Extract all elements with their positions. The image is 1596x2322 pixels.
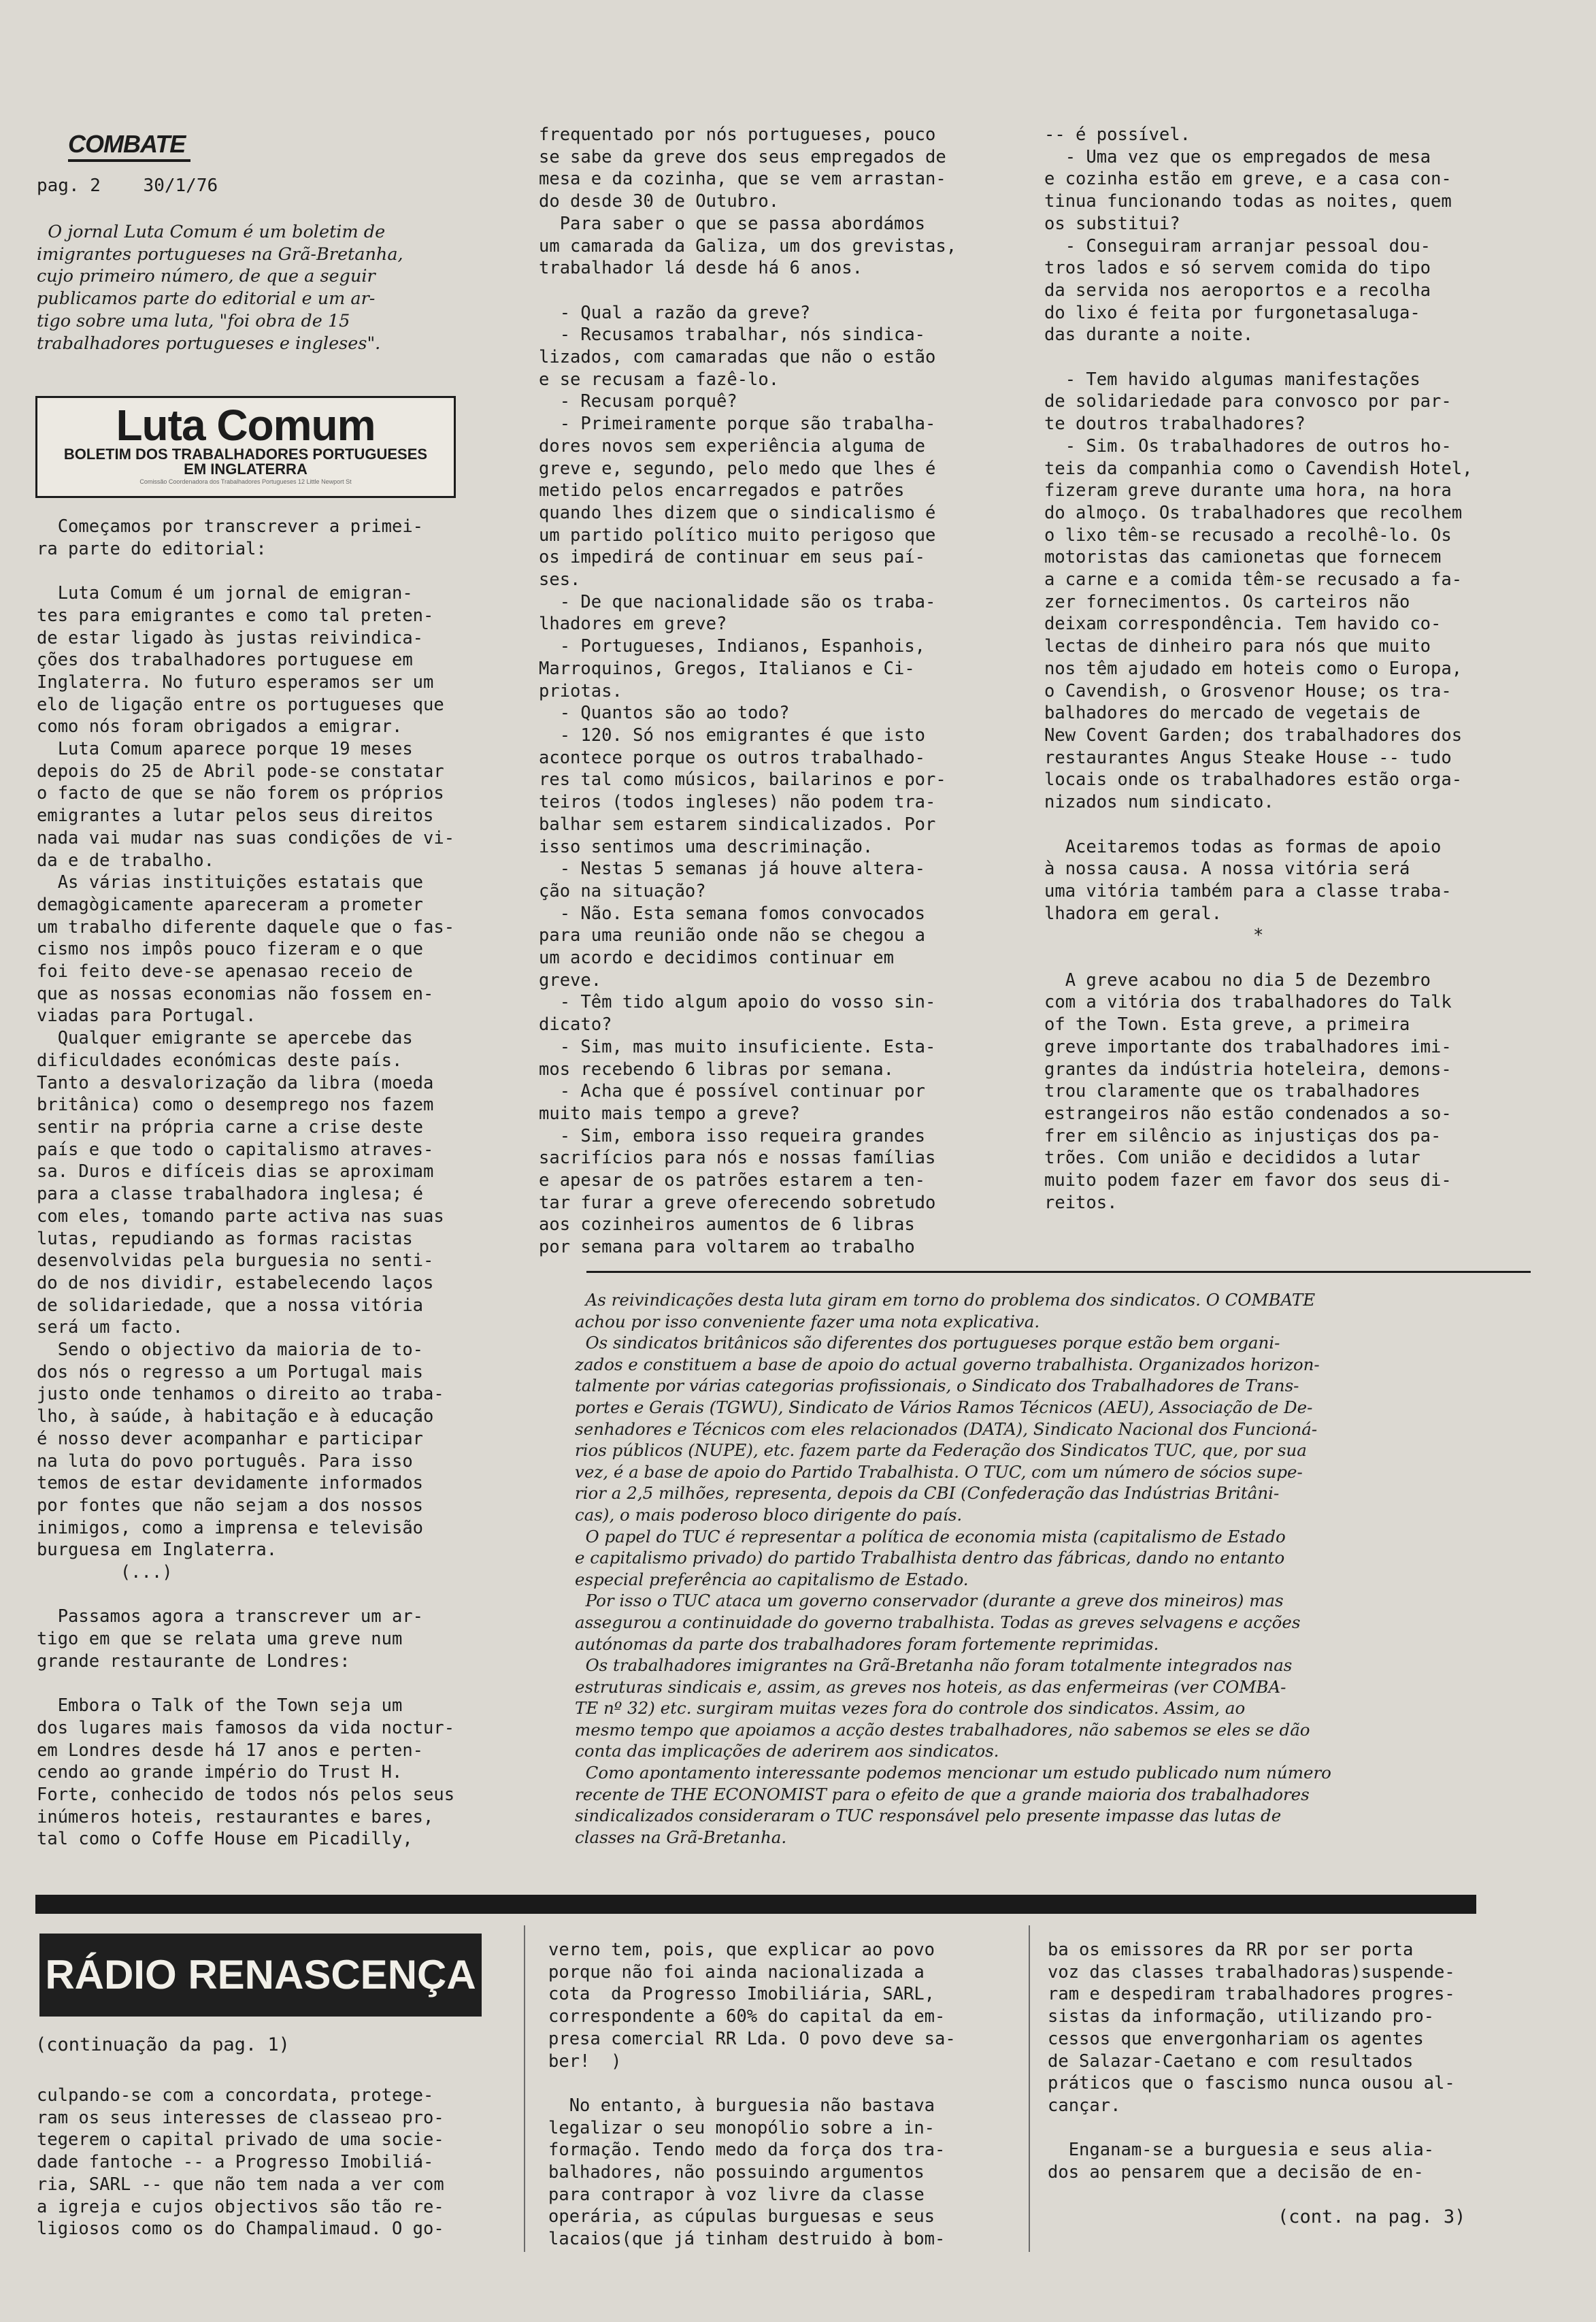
text-line: senhadores e Técnicos com eles relacionados (DATA), Sindicato Nacional dos Funcioná-	[575, 1419, 1318, 1439]
text-line: - Acha que é possível continuar por	[539, 1081, 926, 1102]
radio-renascenca-heading: RÁDIO RENASCENÇA	[39, 1934, 482, 2017]
text-line: burguesa em Inglaterra.	[37, 1540, 278, 1561]
text-line	[37, 1584, 479, 1606]
issue-date: 30/1/76	[143, 176, 218, 196]
text-line: Embora o Talk of the Town seja um	[37, 1695, 403, 1716]
text-line: nos têm ajudado em hoteis como o Europa,	[1044, 658, 1463, 679]
text-line: dificuldades económicas deste país.	[37, 1050, 403, 1071]
section-divider-bar	[35, 1895, 1476, 1914]
text-line: metido pelos encarregados e patrões	[539, 480, 905, 501]
text-line: do desde 30 de Outubro.	[539, 191, 780, 212]
text-line	[1048, 2117, 1510, 2140]
text-line: da e de trabalho.	[37, 850, 214, 871]
text-line: sa. Duros e difíceis dias se aproximam	[37, 1161, 434, 1182]
text-line: rios públicos (NUPE), etc. fazem parte da Federação dos Sindicatos TUC, que, por sua	[575, 1440, 1307, 1461]
radio-column-2	[548, 1939, 1011, 2251]
continuation-to-label: (cont. na pag. 3)	[1278, 2206, 1466, 2227]
text-line: britânica) como o desemprego nos fazem	[37, 1095, 434, 1116]
text-line: of the Town. Esta greve, a primeira	[1044, 1014, 1410, 1035]
text-line: reitos.	[1044, 1192, 1118, 1213]
text-line: sindicalizados consideraram o TUC responsável pelo presente impasse das lutas de	[575, 1806, 1282, 1826]
text-line: restaurantes Angus Steake House -- tudo	[1044, 747, 1452, 768]
text-line: classes na Grã-Bretanha.	[575, 1827, 787, 1847]
column-1-intro	[37, 221, 479, 354]
text-line: - De que nacionalidade são os traba-	[539, 591, 936, 612]
text-line: lutas, repudiando as formas racistas	[37, 1228, 413, 1249]
text-line: dicato?	[539, 1014, 612, 1035]
radio-column-1	[37, 2085, 513, 2240]
text-line: tinua funcionando todas as noites, quem	[1044, 191, 1452, 212]
continuation-from-label: (continuação da pag. 1)	[35, 2034, 290, 2055]
text-line: - Sim. Os trabalhadores de outros ho-	[1044, 435, 1452, 457]
luta-comum-logo-box	[35, 396, 456, 498]
text-line: do almoço. Os trabalhadores que recolhem	[1044, 502, 1463, 523]
text-line: com a vitória dos trabalhadores do Talk	[1044, 992, 1452, 1013]
text-line: nada vai mudar nas suas condições de vi-	[37, 827, 455, 848]
text-line: e capitalismo privado) do partido Trabalhista dentro das fábricas, dando no entanto	[575, 1548, 1285, 1568]
text-line: motoristas das camionetas que fornecem	[1044, 547, 1442, 568]
text-line	[1044, 947, 1520, 969]
text-line: zados e constituem a base de apoio do actual governo trabalhista. Organizados horizon-	[575, 1354, 1320, 1374]
text-line: tigo em que se relata uma greve num	[37, 1629, 403, 1650]
text-line: ram os seus interesses de classeao pro-	[37, 2107, 444, 2128]
text-line: As várias instituições estatais que	[37, 872, 424, 893]
text-line: e se recusam a fazê-lo.	[539, 369, 780, 390]
text-line: acontece porque os outros trabalhado-	[539, 747, 926, 768]
text-line: um trabalho diferente daquele que o fas-	[37, 916, 455, 938]
text-line: um partido político muito perigoso que	[539, 525, 936, 546]
text-line: formação. Tendo medo da força dos tra-	[548, 2140, 946, 2161]
column-1-body	[37, 516, 479, 1851]
text-line: greve.	[539, 969, 602, 991]
text-line: sentir na própria carne a crise deste	[37, 1116, 424, 1138]
text-line	[37, 1673, 479, 1695]
text-line: balhadores, não possuindo argumentos	[548, 2162, 925, 2183]
text-line: ligiosos como os do Champalimaud. O go-	[37, 2219, 444, 2240]
text-line: lho, à saúde, à habitação e à educação	[37, 1406, 434, 1427]
text-line: - Recusamos trabalhar, nós sindica-	[539, 325, 926, 346]
text-line: será um facto.	[37, 1317, 183, 1338]
text-line: - Têm tido algum apoio do vosso sin-	[539, 992, 936, 1013]
text-line: presa comercial RR Lda. O povo deve sa-	[548, 2028, 956, 2049]
text-line: - Tem havido algumas manifestações	[1044, 369, 1420, 390]
text-line: voz das classes trabalhadoras)suspende-	[1048, 1961, 1455, 1983]
text-line: inimigos, como a imprensa e televisão	[37, 1517, 424, 1538]
text-line: trabalhadores portugueses e ingleses".	[37, 333, 381, 354]
text-line: - Qual a razão da greve?	[539, 302, 811, 323]
text-line: portes e Gerais (TGWU), Sindicato de Vários Ramos Técnicos (AEU), Associação de De-	[575, 1397, 1313, 1417]
page-number: pag. 2	[37, 176, 101, 196]
text-line: emigrantes a lutar pelos seus direitos	[37, 806, 434, 827]
text-line: - Sim, embora isso requeira grandes	[539, 1125, 926, 1146]
page-date-line	[37, 176, 218, 196]
text-line: estruturas sindicais e, assim, as greves nos hoteis, as das enfermeiras (ver COMBA-	[575, 1676, 1286, 1697]
text-line: por semana para voltarem ao trabalho	[539, 1237, 915, 1258]
text-line: Inglaterra. No futuro esperamos ser um	[37, 671, 434, 693]
text-line: operária, as cúpulas burguesas e seus	[548, 2206, 935, 2227]
text-line: frer em silêncio as injustiças dos pa-	[1044, 1125, 1442, 1146]
text-line: ra parte do editorial:	[37, 538, 267, 559]
text-line: imigrantes portugueses na Grã-Bretanha,	[37, 244, 403, 265]
text-line: a igreja e cujos objectivos são tão re-	[37, 2196, 444, 2217]
text-line: quando lhes dizem que o sindicalismo é	[539, 502, 936, 523]
editorial-note	[575, 1289, 1486, 1848]
text-line: cismo nos impôs pouco fizeram e o que	[37, 939, 424, 960]
text-line: ses.	[539, 569, 581, 591]
text-line: Os trabalhadores imigrantes na Grã-Bretanha não foram totalmente integrados nas	[575, 1655, 1293, 1676]
text-line: deixam correspondência. Tem havido co-	[1044, 614, 1442, 635]
text-line: No entanto, à burguesia não bastava	[548, 2095, 935, 2116]
text-line: - Sim, mas muito insuficiente. Esta-	[539, 1036, 936, 1057]
text-line: Os sindicatos britânicos são diferentes dos portugueses porque estão bem organi-	[575, 1333, 1280, 1353]
text-line: Enganam-se a burguesia e seus alia-	[1048, 2140, 1435, 2161]
text-line: ber! )	[548, 2051, 622, 2072]
text-line: mos recebendo 6 libras por semana.	[539, 1059, 894, 1080]
text-line: *	[1044, 925, 1264, 946]
text-line: elo de ligação entre os portugueses que	[37, 694, 444, 715]
text-line: um camarada da Galiza, um dos grevistas,	[539, 235, 957, 256]
column-3-body	[1044, 124, 1520, 1214]
text-line: Para saber o que se passa abordámos	[539, 213, 926, 234]
text-line: cendo ao grande império do Trust H.	[37, 1762, 403, 1783]
text-line: grantes da indústria hoteleira, demons-	[1044, 1059, 1452, 1080]
text-line: cota da Progresso Imobiliária, SARL,	[548, 1984, 935, 2005]
text-line: os impedirá de continuar em seus paí-	[539, 547, 926, 568]
text-line: zer fornecimentos. Os carteiros não	[1044, 591, 1410, 612]
text-line: justo onde tenhamos o direito ao traba-	[37, 1384, 444, 1405]
text-line: à nossa causa. A nossa vitória será	[1044, 859, 1410, 880]
masthead: COMBATE	[68, 129, 190, 162]
text-line: dos lugares mais famosos da vida noctur-	[37, 1717, 455, 1738]
text-line: -- é possível.	[1044, 125, 1191, 145]
text-line: o lixo têm-se recusado a recolhê-lo. Os	[1044, 525, 1452, 546]
text-line: das durante a noite.	[1044, 325, 1254, 346]
text-line: para a classe trabalhadora inglesa; é	[37, 1184, 424, 1205]
text-line: - Primeiramente porque são trabalha-	[539, 414, 936, 435]
text-line: greve e, segundo, pelo medo que lhes é	[539, 458, 936, 479]
text-line: Começamos por transcrever a primei-	[37, 516, 424, 537]
text-line: dade fantoche -- a Progresso Imobiliá-	[37, 2152, 434, 2173]
text-line: dos nós o regresso a um Portugal mais	[37, 1361, 424, 1382]
luta-comum-subtitle: BOLETIM DOS TRABALHADORES PORTUGUESES	[63, 446, 428, 463]
text-line: New Covent Garden; dos trabalhadores dos	[1044, 725, 1463, 746]
text-line: Marroquinos, Gregos, Italianos e Ci-	[539, 658, 915, 679]
text-line: tar furar a greve oferecendo sobretudo	[539, 1192, 936, 1213]
text-line: assegurou a continuidade do governo trabalhista. Todas as greves selvagens e acções	[575, 1612, 1301, 1632]
text-line: inúmeros hoteis, restaurantes e bares,	[37, 1806, 434, 1827]
text-line: cançar.	[1048, 2095, 1121, 2116]
text-line: - Quantos são ao todo?	[539, 703, 790, 724]
text-line: Forte, conhecido de todos nós pelos seus	[37, 1785, 455, 1806]
text-line: lizados, com camaradas que não o estão	[539, 347, 936, 368]
text-line	[539, 280, 1008, 302]
text-line	[1044, 346, 1520, 369]
text-line: vez, é a base de apoio do Partido Trabalhista. O TUC, com um número de sócios supe-	[575, 1461, 1303, 1482]
text-line: mesmo tempo que apoiamos a acção destes trabalhadores, não sabemos se eles se dão	[575, 1719, 1310, 1740]
text-line: uma vitória também para a classe traba-	[1044, 880, 1452, 901]
text-line: conta das implicações de aderirem aos sindicatos.	[575, 1741, 999, 1761]
text-line: Tanto a desvalorização da libra (moeda	[37, 1072, 434, 1093]
text-line: do lixo é feita por furgonetasaluga-	[1044, 302, 1420, 323]
text-line: sistas da informação, utilizando pro-	[1048, 2006, 1435, 2027]
text-line: ria, SARL -- que não tem nada a ver com	[37, 2174, 444, 2195]
text-line: correspondente a 60% do capital da em-	[548, 2006, 946, 2027]
text-line: teis da companhia como o Cavendish Hotel,	[1044, 458, 1473, 479]
text-line: - Portugueses, Indianos, Espanhois,	[539, 636, 926, 657]
text-line: muito mais tempo a greve?	[539, 1103, 800, 1124]
text-line: mesa e da cozinha, que se vem arrastan-	[539, 169, 946, 190]
text-line: achou por isso conveniente fazer uma nota explicativa.	[575, 1311, 1040, 1331]
text-line: TE nº 32) etc. surgiram muitas vezes fora do controle dos sindicatos. Assim, ao	[575, 1698, 1246, 1719]
text-line: grande restaurante de Londres:	[37, 1651, 350, 1672]
text-line: demagògicamente apareceram a prometer	[37, 894, 424, 915]
text-line: para uma reunião onde não se chegou a	[539, 925, 926, 946]
text-line: de solidariedade, que a nossa vitória	[37, 1295, 424, 1316]
text-line: autónomas da parte dos trabalhadores foram fortemente reprimidas.	[575, 1633, 1159, 1654]
text-line: - Não. Esta semana fomos convocados	[539, 903, 926, 924]
text-line: Passamos agora a transcrever um ar-	[37, 1606, 424, 1627]
text-line: e cozinha estão em greve, e a casa con-	[1044, 169, 1452, 190]
text-line: tal como o Coffe House em Picadilly,	[37, 1829, 413, 1850]
text-line: o facto de que se não forem os próprios	[37, 783, 444, 804]
text-line: que as nossas economias não fossem en-	[37, 983, 434, 1004]
text-line: como nós foram obrigados a emigrar.	[37, 716, 403, 737]
text-line: culpando-se com a concordata, protege-	[37, 2085, 434, 2106]
column-rule	[524, 1925, 525, 2252]
text-line: cessos que envergonhariam os agentes	[1048, 2028, 1424, 2049]
text-line: especial preferência ao capitalismo de Estado.	[575, 1569, 969, 1589]
text-line: (...)	[37, 1562, 173, 1583]
text-line: práticos que o fascismo nunca ousou al-	[1048, 2073, 1455, 2094]
text-line: frequentado por nós portugueses, pouco	[539, 125, 936, 145]
text-line: Por isso o TUC ataca um governo conservador (durante a greve dos mineiros) mas	[575, 1591, 1284, 1611]
radio-column-3	[1048, 1939, 1510, 2184]
text-line: foi feito deve-se apenasao receio de	[37, 961, 413, 982]
text-line: lectas de dinheiro para nós que muito	[1044, 636, 1431, 657]
text-line: desenvolvidas pela burguesia no senti-	[37, 1250, 434, 1272]
text-line: O jornal Luta Comum é um boletim de	[37, 222, 386, 242]
text-line: - 120. Só nos emigrantes é que isto	[539, 725, 926, 746]
text-line: - Conseguiram arranjar pessoal dou-	[1044, 235, 1431, 256]
text-line: locais onde os trabalhadores estão orga-	[1044, 769, 1463, 791]
text-line: de estar ligado às justas reivindica-	[37, 627, 424, 648]
text-line: trabalhador lá desde há 6 anos.	[539, 258, 863, 279]
text-line: isso sentimos uma descriminação.	[539, 836, 874, 857]
text-line: nizados num sindicato.	[1044, 792, 1274, 813]
text-line: ção na situação?	[539, 880, 706, 901]
text-line: A greve acabou no dia 5 de Dezembro	[1044, 969, 1431, 991]
text-line: aos cozinheiros aumentos de 6 libras	[539, 1214, 915, 1235]
text-line: trões. Com união e decididos a lutar	[1044, 1148, 1420, 1169]
text-line: recente de THE ECONOMIST para o efeito de que a grande maioria dos trabalhadores	[575, 1784, 1310, 1804]
text-line: cujo primeiro número, de que a seguir	[37, 266, 376, 287]
text-line: dos ao pensarem que a decisão de en-	[1048, 2162, 1424, 2183]
text-line: e apesar de os patrões estarem a ten-	[539, 1170, 926, 1191]
text-line: - Recusam porquê?	[539, 391, 737, 412]
text-line: - Nestas 5 semanas já houve altera-	[539, 859, 926, 880]
text-line: lacaios(que já tinham destruido à bom-	[548, 2229, 946, 2250]
text-line: tegerem o capital privado de uma socie-	[37, 2129, 444, 2151]
luta-comum-subtitle-2: EM INGLATERRA	[184, 461, 307, 478]
text-line: balhadores do mercado de vegetais de	[1044, 703, 1420, 724]
text-line: tros lados e só servem comida do tipo	[1044, 258, 1431, 279]
text-line: ções dos trabalhadores portuguese em	[37, 650, 413, 671]
text-line: lhadores em greve?	[539, 614, 727, 635]
text-line: muito podem fazer em favor dos seus di-	[1044, 1170, 1452, 1191]
text-line: greve importante dos trabalhadores imi-	[1044, 1036, 1452, 1057]
text-line: país e que todo o capitalismo atraves-	[37, 1139, 434, 1160]
text-line: de Salazar-Caetano e com resultados	[1048, 2051, 1414, 2072]
text-line: Como apontamento interessante podemos mencionar um estudo publicado num número	[575, 1763, 1331, 1783]
luta-comum-small-print: Comissão Coordenadora dos Trabalhadores Portugueses 12 Little Newport St	[139, 478, 352, 485]
text-line: te doutros trabalhadores?	[1044, 414, 1306, 435]
text-line: da servida nos aeroportos e a recolha	[1044, 280, 1431, 301]
text-line: Qualquer emigrante se apercebe das	[37, 1028, 413, 1049]
text-line: tigo sobre uma luta, "foi obra de 15	[37, 310, 350, 331]
text-line: de solidariedade para convosco por par-	[1044, 391, 1452, 412]
text-line	[548, 2072, 1011, 2095]
text-line: res tal como músicos, bailarinos e por-	[539, 769, 946, 791]
text-line	[1044, 814, 1520, 836]
text-line: O papel do TUC é representar a política de economia mista (capitalismo de Estado	[575, 1526, 1286, 1546]
text-line: é nosso dever acompanhar e participar	[37, 1428, 424, 1449]
text-line: a carne e a comida têm-se recusado a fa-	[1044, 569, 1463, 591]
text-line: cas), o mais poderoso bloco dirigente do país.	[575, 1504, 963, 1525]
luta-comum-title: Luta Comum	[116, 401, 376, 450]
text-line: um acordo e decidimos continuar em	[539, 948, 894, 969]
text-line	[37, 560, 479, 582]
text-line: em Londres desde há 17 anos e perten-	[37, 1740, 424, 1761]
text-line: Aceitaremos todas as formas de apoio	[1044, 836, 1442, 857]
text-line: viadas para Portugal.	[37, 1006, 256, 1027]
text-line: verno tem, pois, que explicar ao povo	[548, 1940, 935, 1960]
text-line: dores novos sem experiência alguma de	[539, 435, 926, 457]
text-line: ba os emissores da RR por ser porta	[1048, 1940, 1414, 1960]
text-line: legalizar o seu monopólio sobre a in-	[548, 2117, 935, 2138]
note-separator-rule	[586, 1271, 1531, 1273]
text-line: Sendo o objectivo da maioria de to-	[37, 1340, 424, 1361]
text-line: estrangeiros não estão condenados a so-	[1044, 1103, 1452, 1124]
text-line: os substitui?	[1044, 213, 1180, 234]
text-line: depois do 25 de Abril pode-se constatar	[37, 761, 444, 782]
text-line: publicamos parte do editorial e um ar-	[37, 288, 376, 310]
text-line: para contrapor à voz livre da classe	[548, 2184, 925, 2205]
text-line: temos de estar devidamente informados	[37, 1473, 424, 1494]
text-line: fizeram greve durante uma hora, na hora	[1044, 480, 1452, 501]
text-line: ram e despediram trabalhadores progres-	[1048, 1984, 1455, 2005]
text-line: sacrifícios para nós e nossas famílias	[539, 1148, 936, 1169]
text-line: lhadora em geral.	[1044, 903, 1222, 924]
text-line: se sabe da greve dos seus empregados de	[539, 146, 946, 167]
column-2-body	[539, 124, 1008, 1259]
text-line: rior a 2,5 milhões, representa, depois da CBI (Confederação das Indústrias Britâni-	[575, 1483, 1280, 1504]
column-rule	[1029, 1925, 1030, 2252]
text-line: do de nos dividir, estabelecendo laços	[37, 1272, 434, 1293]
text-line: na luta do povo português. Para isso	[37, 1450, 413, 1472]
text-line: teiros (todos ingleses) não podem tra-	[539, 792, 936, 813]
text-line: talmente por várias categorias profissionais, o Sindicato dos Trabalhadores de Trans-	[575, 1376, 1299, 1396]
text-line: com eles, tomando parte activa nas suas	[37, 1206, 444, 1227]
text-line: o Cavendish, o Grosvenor House; os tra-	[1044, 680, 1452, 701]
text-line: porque não foi ainda nacionalizada a	[548, 1961, 925, 1983]
text-line: Luta Comum aparece porque 19 meses	[37, 739, 413, 760]
text-line: priotas.	[539, 680, 622, 701]
text-line: As reivindicações desta luta giram em torno do problema dos sindicatos. O COMBATE	[575, 1290, 1316, 1310]
text-line: tes para emigrantes e como tal preten-	[37, 605, 434, 626]
text-line: trou claramente que os trabalhadores	[1044, 1081, 1420, 1102]
text-line: Luta Comum é um jornal de emigran-	[37, 583, 413, 604]
text-line: - Uma vez que os empregados de mesa	[1044, 146, 1431, 167]
text-line: por fontes que não sejam a dos nossos	[37, 1495, 424, 1516]
text-line: balhar sem estarem sindicalizados. Por	[539, 814, 936, 835]
